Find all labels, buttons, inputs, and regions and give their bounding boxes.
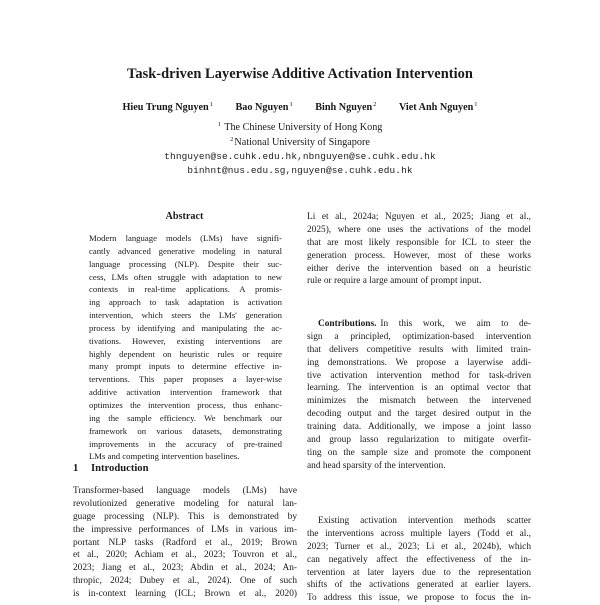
text-line: thropic, 2024; Dubey et al., 2024). One of such: [73, 576, 297, 587]
section-heading-introduction: [73, 463, 149, 474]
text-line: language processing (NLP). Despite their suc-: [89, 258, 282, 269]
paper-title: Task-driven Layerwise Additive Activation Intervention: [127, 66, 473, 82]
text-line: Transformer-based language models (LMs) have: [73, 486, 297, 496]
text-line: additive activation intervention framework that: [89, 387, 282, 398]
text-line: is in-context learning (ICL; Brown et al., 2020): [73, 589, 297, 600]
text-line: ing the sample efficiency. We benchmark our: [89, 412, 282, 423]
text-line: ing approach to task adaptation is activation: [89, 297, 282, 308]
affiliation-mark: 2: [373, 101, 377, 108]
text-line: tive activation intervention method for task-driven: [307, 370, 531, 381]
text-line: cantly advanced generative modeling in natural: [89, 245, 282, 256]
text-line: revolutionized generative modeling for natural lan-: [73, 498, 297, 509]
text-line: that are most likely responsible for ICL to steer the: [307, 237, 531, 248]
text-line: can negatively affect the effectiveness of the in-: [307, 554, 531, 565]
text-line: Contributions. In this work, we aim to de-: [318, 319, 531, 329]
text-line: intervention, which steers the LMs' generation: [89, 310, 282, 321]
text-line: and group lasso regularization to mitigate overfit-: [307, 435, 531, 446]
text-line: shifts of the activations generated at earlier layers.: [307, 580, 531, 591]
affiliation: $^2$National University of Singapore: [230, 136, 370, 148]
author: Viet Anh Nguyen$^1$: [398, 101, 478, 113]
text-line: Existing activation intervention methods scatter: [318, 516, 531, 526]
author: Bao Nguyen$^1$: [235, 101, 293, 113]
text-line: 2025), where one uses the activations of the model: [307, 224, 531, 235]
author-emails: thnguyen@se.cuhk.edu.hk,nbnguyen@se.cuhk.edu.hk: [164, 151, 436, 162]
text-line: contexts in real-time applications. A promis-: [89, 284, 282, 295]
text-line: portant NLP tasks (Radford et al., 2019; Brown: [73, 537, 297, 548]
text-line: guage processing (NLP). This is demonstrated by: [73, 511, 297, 522]
section-number: 1: [73, 463, 79, 474]
section-title: Introduction: [91, 463, 149, 474]
text-line: highly dependent on heuristic rules or require: [89, 348, 282, 359]
text-line: process by identifying and manipulating the ac-: [89, 322, 282, 333]
text-line: improvements in the accuracy of pre-trained: [89, 438, 282, 449]
text-line: 2023; Turner et al., 2023; Li et al., 2024b), which: [307, 541, 531, 552]
text-line: that delivers competitive results with limited train-: [307, 344, 531, 355]
affiliation-mark: 1: [289, 101, 293, 108]
affiliation: $^1$ The Chinese University of Hong Kong: [217, 121, 383, 133]
text-line: learning. The intervention is an optimal vector that: [307, 383, 531, 394]
introduction-body: [73, 485, 297, 601]
text-line: tervention at later layers due to the representation: [307, 567, 531, 578]
abstract-heading: Abstract: [165, 211, 204, 222]
author: Hieu Trung Nguyen$^1$: [122, 101, 213, 113]
text-line: terventions. This paper proposes a layer-wise: [89, 374, 282, 385]
text-line: 2023; Jiang et al., 2023; Abdin et al., 2024; An-: [73, 563, 297, 574]
author-list: [0, 101, 600, 113]
text-line: framework on various datasets, demonstrating: [89, 425, 282, 436]
text-line: optimizes the intervention process, thus enhanc-: [89, 399, 282, 410]
text-line: rule or require a large amount of prompt input.: [307, 276, 482, 287]
text-line: generation process. However, most of these works: [307, 250, 531, 261]
contributions-paragraph: [307, 318, 531, 473]
contributions-runin-heading: Contributions.: [318, 319, 377, 329]
text-line: the interventions across multiple layers (Todd et al.,: [307, 528, 531, 539]
text-line: LMs and competing intervention baselines.: [89, 451, 240, 462]
text-line: either derive the intervention based on a heuristic: [307, 263, 531, 274]
text-line: ing demonstrations. We propose a layerwise addi-: [307, 357, 531, 368]
affiliation-mark: 1: [474, 101, 478, 108]
text-line: and head sparsity of the intervention.: [307, 460, 446, 471]
intro-continuation: [307, 211, 531, 288]
text-line: ting on the sample size and promote the component: [307, 447, 531, 458]
existing-methods-paragraph: [307, 515, 531, 605]
text-line: To address this issue, we propose to focus the in-: [307, 593, 531, 604]
text-line: training data. Additionally, we impose a joint lasso: [307, 422, 531, 433]
text-line: et al., 2020; Achiam et al., 2023; Touvron et al.,: [73, 550, 297, 561]
text-line: Modern language models (LMs) have signifi-: [89, 233, 282, 243]
text-line: cess, LMs often struggle with adaptation to new: [89, 271, 282, 282]
text-line: many prompt inputs to determine effective in-: [89, 361, 282, 372]
text-line: minimizes the mismatch between the intervened: [307, 396, 531, 407]
text-line: Li et al., 2024a; Nguyen et al., 2025; Jiang et al.,: [307, 212, 531, 222]
text-line: the impressive performances of LMs in various im-: [73, 524, 297, 535]
text-line: tivations. However, existing interventions are: [89, 335, 282, 346]
text-line: decoding output and the target desired output in the: [307, 409, 531, 420]
text-line: sign a principled, optimization-based intervention: [307, 331, 531, 342]
author-emails: binhnt@nus.edu.sg,nguyen@se.cuhk.edu.hk: [187, 165, 413, 176]
abstract-body: [89, 232, 282, 463]
affiliation-mark: 1: [209, 101, 213, 108]
author: Binh Nguyen$^2$: [315, 101, 377, 113]
